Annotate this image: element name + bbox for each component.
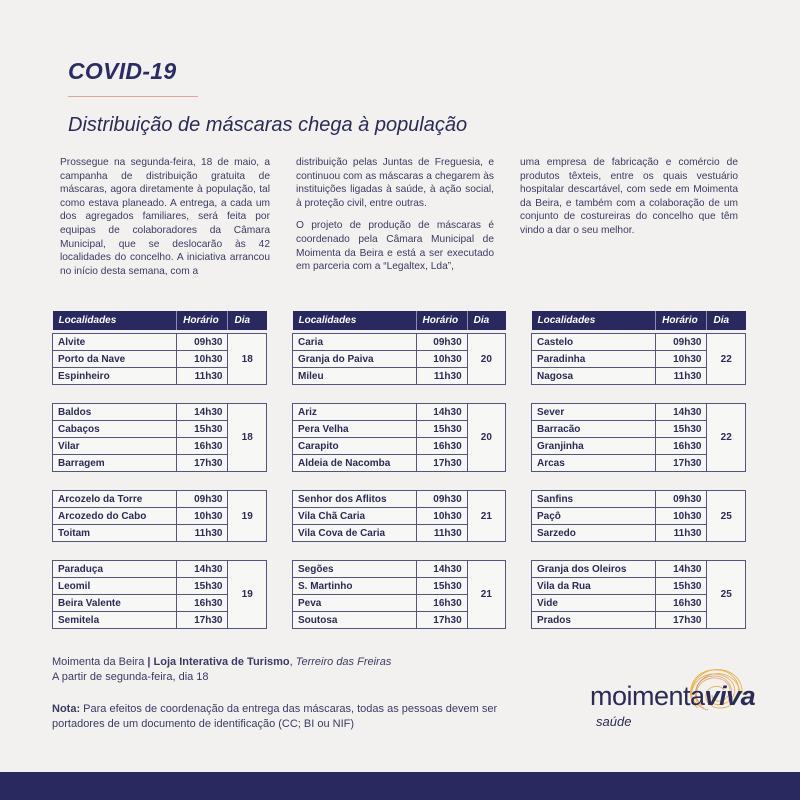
cell-horario: 09h30 [177, 334, 228, 351]
group-spacer [53, 472, 267, 491]
cell-horario: 17h30 [656, 455, 707, 472]
group-spacer-cell [293, 385, 506, 404]
group-spacer [293, 472, 506, 491]
footer-bar [0, 772, 800, 800]
header-horario: Horário [177, 311, 228, 330]
cell-horario: 10h30 [177, 351, 228, 368]
location-block [52, 655, 391, 685]
header-dia: Dia [707, 311, 746, 330]
cell-horario: 11h30 [416, 525, 467, 542]
group-spacer-cell [532, 542, 746, 561]
cell-localidade: Alvite [53, 334, 177, 351]
cell-localidade: Granjinha [532, 438, 656, 455]
logo-word-bold: viva [704, 681, 756, 711]
note-block [52, 702, 522, 732]
cell-horario: 14h30 [416, 404, 467, 421]
group-spacer-cell [293, 472, 506, 491]
cell-localidade: Caria [293, 334, 417, 351]
cell-horario: 17h30 [177, 612, 228, 629]
cell-localidade: Barragem [53, 455, 177, 472]
cell-localidade: Pera Velha [293, 421, 417, 438]
intro-column-3 [520, 156, 738, 247]
cell-localidade: Segões [293, 561, 417, 578]
note-label: Nota: [52, 703, 81, 715]
cell-horario: 11h30 [416, 368, 467, 385]
cell-localidade: Paçô [532, 508, 656, 525]
cell-horario: 16h30 [177, 438, 228, 455]
table-row [532, 334, 746, 351]
table-row [293, 491, 506, 508]
cell-localidade: Sanfins [532, 491, 656, 508]
group-spacer [53, 385, 267, 404]
cell-horario: 10h30 [177, 508, 228, 525]
cell-horario: 09h30 [656, 491, 707, 508]
cell-localidade: Arcozedo do Cabo [53, 508, 177, 525]
title-divider [68, 96, 198, 97]
cell-localidade: Sarzedo [532, 525, 656, 542]
location-venue: Loja Interativa de Turismo [153, 656, 290, 668]
cell-localidade: Porto da Nave [53, 351, 177, 368]
page-title: COVID-19 [68, 58, 177, 84]
cell-horario: 09h30 [416, 491, 467, 508]
cell-localidade: Baldos [53, 404, 177, 421]
cell-horario: 16h30 [656, 438, 707, 455]
table-header-row [532, 311, 746, 330]
cell-horario: 16h30 [177, 595, 228, 612]
cell-localidade: Vide [532, 595, 656, 612]
group-spacer [293, 385, 506, 404]
cell-localidade: Vila Cova de Caria [293, 525, 417, 542]
intro-column-1 [60, 156, 270, 287]
cell-localidade: Paradinha [532, 351, 656, 368]
cell-localidade: Leomil [53, 578, 177, 595]
table-row [53, 491, 267, 508]
location-town: Moimenta da Beira [52, 656, 145, 668]
intro-paragraph: Prossegue na segunda-feira, 18 de maio, a campanha de distribuição gratuita de máscaras, agora diretamente à população, tal como estava planeado. A entrega, a cada um dos agregados familiares, será feita por equipas de colaboradores da Câmara Municipal, que se deslocarão às 42 localidades do concelho. A iniciativa arrancou no início desta semana, com a [60, 157, 270, 277]
cell-horario: 10h30 [416, 508, 467, 525]
table-row [532, 404, 746, 421]
header-horario: Horário [416, 311, 467, 330]
cell-localidade: Semitela [53, 612, 177, 629]
header-localidades: Localidades [293, 311, 417, 330]
cell-horario: 11h30 [656, 368, 707, 385]
group-spacer-cell [53, 385, 267, 404]
start-date: A partir de segunda-feira, dia 18 [52, 671, 209, 683]
cell-localidade: S. Martinho [293, 578, 417, 595]
group-spacer-cell [293, 542, 506, 561]
cell-horario: 15h30 [177, 578, 228, 595]
logo-word-regular: moimenta [590, 681, 705, 711]
cell-dia: 20 [467, 334, 505, 385]
cell-horario: 10h30 [656, 508, 707, 525]
cell-horario: 15h30 [416, 578, 467, 595]
logo-wordmark [590, 681, 755, 712]
cell-horario: 11h30 [177, 525, 228, 542]
moimenta-viva-logo [590, 664, 760, 744]
header-dia: Dia [228, 311, 267, 330]
cell-localidade: Soutosa [293, 612, 417, 629]
cell-localidade: Barracão [532, 421, 656, 438]
cell-horario: 16h30 [416, 595, 467, 612]
cell-horario: 14h30 [177, 561, 228, 578]
group-spacer [293, 542, 506, 561]
cell-horario: 17h30 [656, 612, 707, 629]
cell-dia: 18 [228, 404, 267, 472]
cell-localidade: Cabaços [53, 421, 177, 438]
table-row [532, 491, 746, 508]
header-horario: Horário [656, 311, 707, 330]
table-row [532, 561, 746, 578]
group-spacer [53, 542, 267, 561]
cell-horario: 14h30 [416, 561, 467, 578]
table-row [293, 561, 506, 578]
header-dia: Dia [467, 311, 505, 330]
cell-horario: 14h30 [656, 404, 707, 421]
cell-localidade: Toitam [53, 525, 177, 542]
cell-horario: 14h30 [656, 561, 707, 578]
schedule-table-2 [292, 311, 506, 629]
table-row [53, 404, 267, 421]
group-spacer-cell [532, 472, 746, 491]
location-line [52, 655, 391, 670]
cell-localidade: Arcozelo da Torre [53, 491, 177, 508]
cell-localidade: Mileu [293, 368, 417, 385]
cell-horario: 09h30 [177, 491, 228, 508]
table-header-row [53, 311, 267, 330]
header-localidades: Localidades [532, 311, 656, 330]
cell-dia: 22 [707, 404, 746, 472]
cell-horario: 09h30 [416, 334, 467, 351]
cell-dia: 21 [467, 561, 505, 629]
group-spacer-cell [53, 542, 267, 561]
table-row [293, 334, 506, 351]
cell-horario: 17h30 [416, 612, 467, 629]
cell-horario: 16h30 [416, 438, 467, 455]
cell-localidade: Vila da Rua [532, 578, 656, 595]
cell-localidade: Prados [532, 612, 656, 629]
cell-localidade: Nagosa [532, 368, 656, 385]
group-spacer-cell [532, 385, 746, 404]
note-text: Para efeitos de coordenação da entrega das máscaras, todas as pessoas devem ser portadores de um documento de identificação (CC; BI ou NIF) [52, 703, 498, 730]
schedule-table-3 [531, 311, 746, 629]
cell-localidade: Sever [532, 404, 656, 421]
cell-localidade: Carapito [293, 438, 417, 455]
logo-subtitle: saúde [596, 714, 632, 729]
cell-localidade: Granja dos Oleiros [532, 561, 656, 578]
cell-horario: 09h30 [656, 334, 707, 351]
cell-localidade: Ariz [293, 404, 417, 421]
cell-horario: 17h30 [416, 455, 467, 472]
cell-horario: 15h30 [656, 421, 707, 438]
group-spacer-cell [53, 472, 267, 491]
cell-horario: 11h30 [177, 368, 228, 385]
cell-horario: 10h30 [656, 351, 707, 368]
cell-horario: 10h30 [416, 351, 467, 368]
cell-localidade: Vila Chã Caria [293, 508, 417, 525]
cell-horario: 16h30 [656, 595, 707, 612]
cell-localidade: Paraduça [53, 561, 177, 578]
intro-paragraph: distribuição pelas Juntas de Freguesia, e continuou com as máscaras a chegarem às instituições ligadas à saúde, à ação social, à proteção civil, entre outras. [296, 157, 494, 209]
cell-dia: 20 [467, 404, 505, 472]
cell-horario: 14h30 [177, 404, 228, 421]
cell-dia: 19 [228, 561, 267, 629]
cell-horario: 15h30 [416, 421, 467, 438]
cell-localidade: Granja do Paiva [293, 351, 417, 368]
cell-dia: 21 [467, 491, 505, 542]
page-subtitle: Distribuição de máscaras chega à população [68, 114, 468, 136]
table-row [53, 561, 267, 578]
cell-dia: 22 [707, 334, 746, 385]
cell-dia: 25 [707, 561, 746, 629]
header-localidades: Localidades [53, 311, 177, 330]
location-comma: , [289, 656, 296, 668]
intro-paragraph: O projeto de produção de máscaras é coordenado pela Câmara Municipal de Moimenta da Beira e está a ser executado em parceria com a “Legaltex, Lda”, [296, 220, 494, 273]
cell-horario: 17h30 [177, 455, 228, 472]
location-separator: | [144, 656, 154, 668]
schedule-table-1 [52, 311, 267, 629]
table-header-row [293, 311, 506, 330]
cell-dia: 18 [228, 334, 267, 385]
intro-paragraph: uma empresa de fabricação e comércio de produtos têxteis, entre os quais vestuário hospitalar descartável, com sede em Moimenta da Beira, e também com a colaboração de um conjunto de costureiras do concelho que têm vindo a dar o seu melhor. [520, 157, 738, 236]
cell-horario: 11h30 [656, 525, 707, 542]
location-address: Terreiro das Freiras [295, 656, 392, 668]
group-spacer [532, 385, 746, 404]
group-spacer [532, 472, 746, 491]
cell-localidade: Vilar [53, 438, 177, 455]
cell-horario: 15h30 [177, 421, 228, 438]
intro-column-2 [296, 156, 494, 283]
cell-dia: 19 [228, 491, 267, 542]
cell-dia: 25 [707, 491, 746, 542]
cell-localidade: Castelo [532, 334, 656, 351]
cell-localidade: Beira Valente [53, 595, 177, 612]
cell-localidade: Senhor dos Aflitos [293, 491, 417, 508]
cell-localidade: Peva [293, 595, 417, 612]
group-spacer [532, 542, 746, 561]
cell-horario: 15h30 [656, 578, 707, 595]
table-row [293, 404, 506, 421]
cell-localidade: Espinheiro [53, 368, 177, 385]
cell-localidade: Aldeia de Nacomba [293, 455, 417, 472]
table-row [53, 334, 267, 351]
cell-localidade: Arcas [532, 455, 656, 472]
